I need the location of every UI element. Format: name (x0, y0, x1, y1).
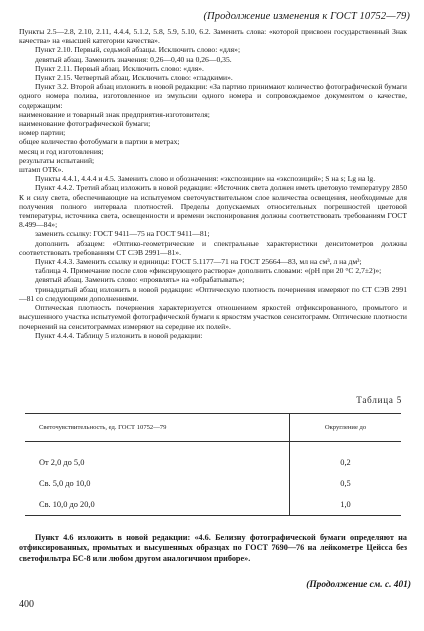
amendment-paragraph: наименование и товарный знак предприятия-изготовителя; (19, 109, 210, 119)
table-row (25, 494, 401, 516)
amendment-paragraph: Пункты 2.5—2.8, 2.10, 2.11, 4.4.4, 5.1.2, 5.8, 5.9, 5.10, 6.2. Заменить слова: «которой присвоен государственный Знак качества» на «высшей категории качества». (19, 27, 407, 46)
amendment-paragraph: общее количество фотобумаги в партии в метрах; (19, 137, 180, 147)
table-caption: Таблица 5 (356, 395, 402, 405)
amendment-paragraph: штамп ОТК». (19, 165, 64, 175)
rounding-cell: 0,2 (340, 458, 351, 467)
sensitivity-range-cell: От 2,0 до 5,0 (25, 442, 290, 474)
rounding-cell: 1,0 (290, 494, 402, 516)
amendment-paragraph: номер партии; (19, 128, 66, 138)
page-number: 400 (19, 599, 34, 610)
amendment-paragraph: Пункт 4.4.2. Третий абзац изложить в новой редакции: «Источник света должен иметь цветовую температуру 2850 К и силу света, обеспечивающие на испытуемом светочувствительном слое количества освещения, необходимые для получения полного интервала плотностей. Пределы допускаемых относительных погрешностей цветовой температуры, источника света, освещенности и времени экспонирования должны соответствовать требованиям ГОСТ 8.499—84»; (19, 183, 407, 230)
amendment-paragraph: Пункт 2.15. Четвертый абзац. Исключить слово: «гладкими». (35, 73, 233, 83)
table-header-row (25, 414, 401, 442)
amendment-paragraph: месяц и год изготовления; (19, 146, 104, 156)
continuation-header: (Продолжение изменения к ГОСТ 10752—79) (203, 11, 410, 22)
amendment-paragraph: Пункт 2.11. Первый абзац. Исключить слово: «для». (35, 63, 204, 73)
amendment-paragraph: дополнить абзацем: «Оптико-геометрические и спектральные характеристики денситометров должны соответствовать требованиям СТ СЭВ 2991—81». (19, 238, 407, 257)
table-5 (25, 413, 401, 516)
clause-4-6-paragraph (19, 533, 407, 564)
amendment-paragraph: Пункты 4.4.1, 4.4.4 и 4.5. Заменить слово и обозначения: «экспозиции» на «экспозиций»; S на s; Lg на lg. (35, 174, 376, 184)
amendment-paragraph: тринадцатый абзац изложить в новой редакции: «Оптическую плотность почернения измеряют по СТ СЭВ 2991—81 со следующими дополнениями. (19, 284, 407, 303)
amendment-paragraph: девятый абзац. Заменить значения: 0,26—0,40 на 0,26—0,35. (35, 54, 232, 64)
continuation-footer: (Продолжение см. с. 401) (306, 580, 411, 590)
sensitivity-range-cell: Св. 5,0 до 10,0 (25, 473, 290, 494)
clause-4-6-text: Пункт 4.6 изложить в новой редакции: «4.6. Белизну фотографической бумаги определяют на отфиксированных, промытых и высушенных образцах по ГОСТ 7690—76 на лейкометре Цейсса без светофильтра БС-8 или любом другом аналогичном приборе». (19, 533, 407, 563)
amendment-paragraph: Пункт 4.4.4. Таблицу 5 изложить в новой редакции: (35, 330, 203, 340)
rounding-cell: 0,5 (340, 479, 351, 488)
amendment-paragraph: Оптическая плотность почернения характеризуется отношением яркостей отфиксированного, промытого и высушенного участка испытуемой фотографической бумаги к яркостям участков сенситограмм. Оптические плотности почернений на сенситограммах измеряют на середине их полей». (19, 303, 407, 331)
amendment-paragraph: Пункт 3.2. Второй абзац изложить в новой редакции: «За партию принимают количество фотографической бумаги одного номера полива, изготовленное из эмульсии одного номера и сопровождаемое документом о качестве, содержащим: (19, 82, 407, 110)
sensitivity-range-cell: Св. 10,0 до 20,0 (25, 494, 290, 516)
table-row (25, 442, 401, 474)
amendment-paragraph: таблица 4. Примечание после слов «фиксирующего раствора» дополнить словами: «(рН при 20 °С 2,7±2)»; (35, 266, 382, 276)
column-header-rounding: Округление до (290, 414, 402, 442)
amendment-paragraph: Пункт 4.4.3. Заменить ссылку и единицы: ГОСТ 5.1177—71 на ГОСТ 25664—83, мл на см³, л на дм³; (35, 257, 362, 267)
amendment-paragraph: заменить ссылку: ГОСТ 9411—75 на ГОСТ 9411—81; (35, 229, 210, 239)
amendment-text (19, 27, 407, 340)
column-header-sensitivity: Светочувствительность, ед. ГОСТ 10752—79 (25, 414, 290, 442)
amendment-paragraph: девятый абзац. Заменить слово: «проявлять» на «обрабатывать»; (35, 275, 245, 285)
table-row (25, 473, 401, 494)
amendment-paragraph: Пункт 2.10. Первый, седьмой абзацы. Исключить слово: «для»; (35, 45, 241, 55)
amendment-paragraph: результаты испытаний; (19, 155, 95, 165)
amendment-paragraph: наименование фотографической бумаги; (19, 119, 151, 129)
